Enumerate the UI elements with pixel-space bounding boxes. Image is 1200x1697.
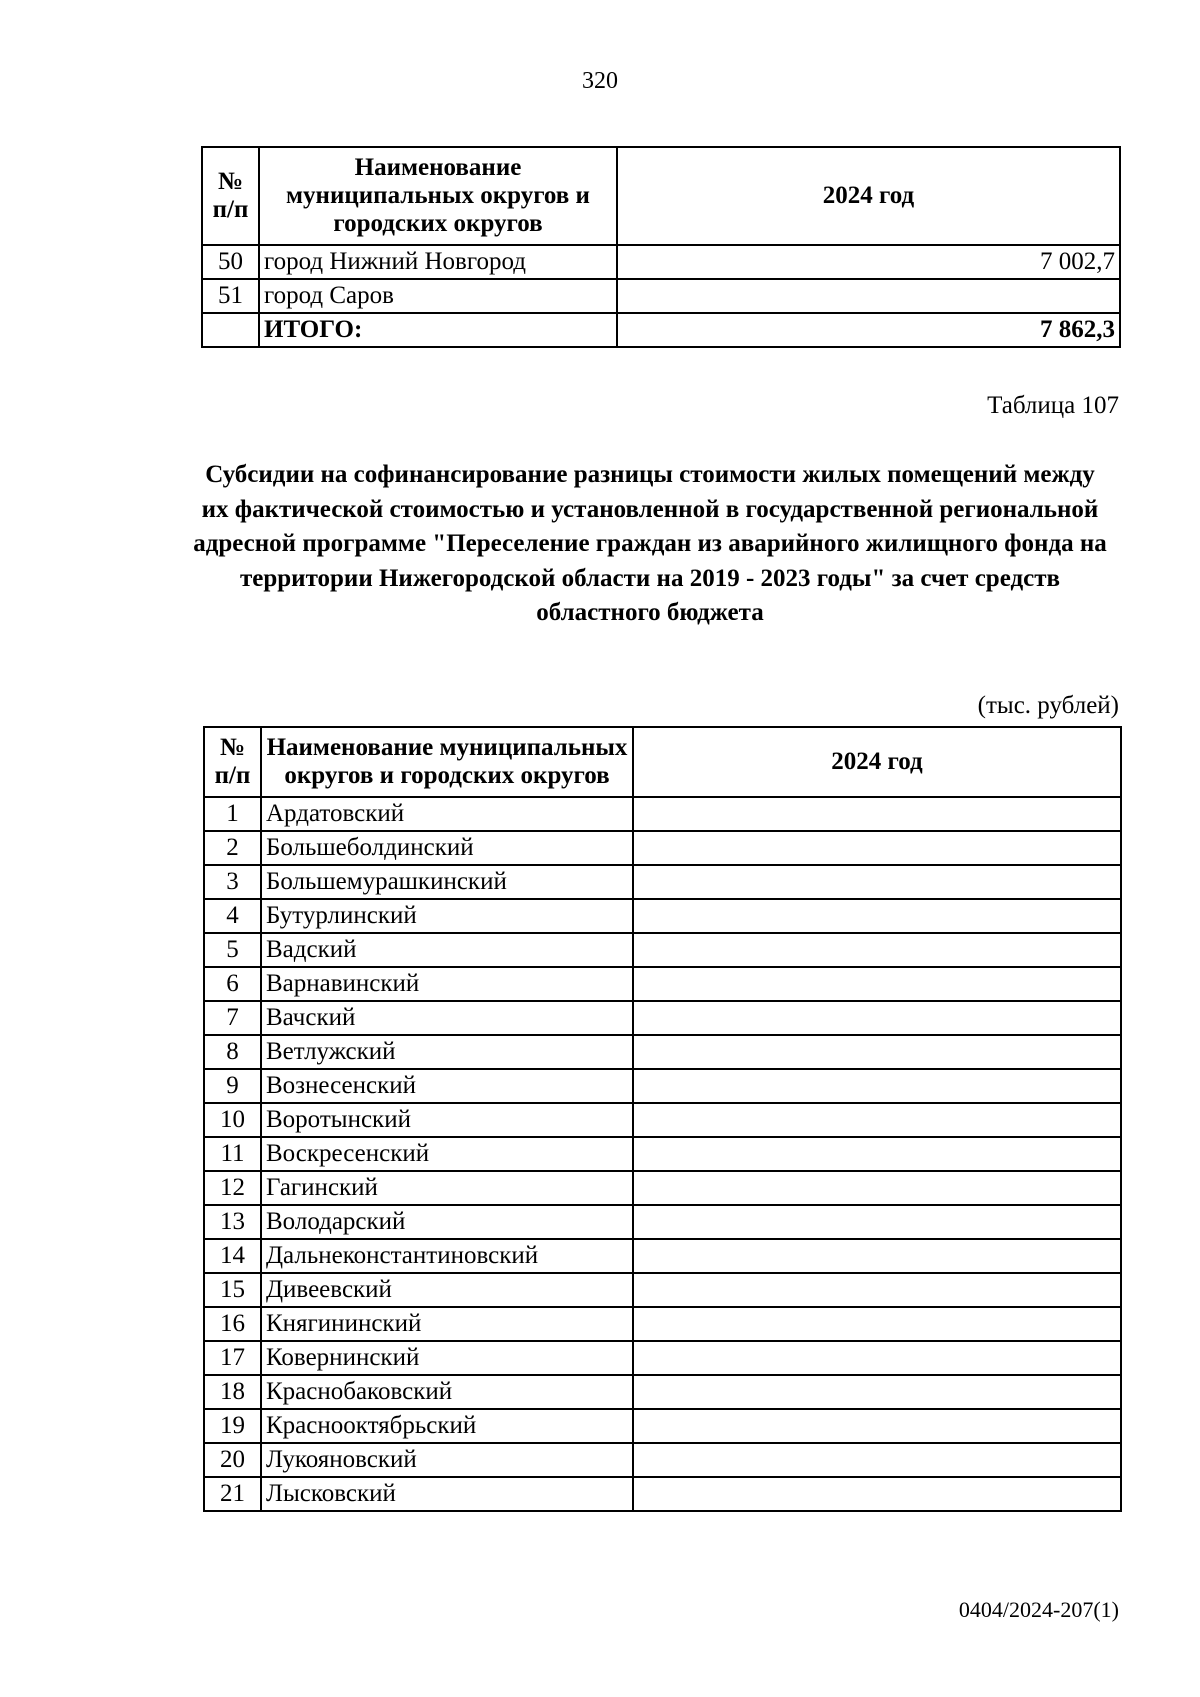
table-row [204,1205,1121,1239]
row-value [633,967,1121,1001]
row-name: Вачский [261,1001,633,1035]
table-row [204,1341,1121,1375]
row-name: Ковернинский [261,1341,633,1375]
row-name: Вадский [261,933,633,967]
row-num: 2 [204,831,261,865]
table-row [204,1409,1121,1443]
row-value [633,1375,1121,1409]
row-value [633,1205,1121,1239]
row-name: Ветлужский [261,1035,633,1069]
header-num: № п/п [202,147,259,245]
table-row [204,899,1121,933]
row-num: 4 [204,899,261,933]
row-num: 14 [204,1239,261,1273]
row-value [633,1137,1121,1171]
header-num: № п/п [204,727,261,797]
header-name: Наименование муниципальных округов и городских округов [261,727,633,797]
row-name: Варнавинский [261,967,633,1001]
row-name: Гагинский [261,1171,633,1205]
row-name: Бутурлинский [261,899,633,933]
table-row [204,1035,1121,1069]
row-name: Княгининский [261,1307,633,1341]
row-num: 9 [204,1069,261,1103]
row-value [633,797,1121,831]
row-value [633,1443,1121,1477]
row-name: Воротынский [261,1103,633,1137]
table-row [204,1137,1121,1171]
header-year: 2024 год [617,147,1120,245]
table-row [204,1307,1121,1341]
table-label: Таблица 107 [987,392,1119,419]
table-row [204,1273,1121,1307]
row-name: Краснооктябрьский [261,1409,633,1443]
row-num: 10 [204,1103,261,1137]
row-value [617,279,1120,313]
row-num: 18 [204,1375,261,1409]
row-value [633,831,1121,865]
table-row [204,1239,1121,1273]
total-row [202,313,1120,347]
table-row [204,831,1121,865]
row-num: 7 [204,1001,261,1035]
row-name: Володарский [261,1205,633,1239]
table-header-row [204,727,1121,797]
row-num: 1 [204,797,261,831]
table-row [204,865,1121,899]
row-value [633,1409,1121,1443]
table-title: Субсидии на софинансирование разницы стоимости жилых помещений между их фактической стоимостью и установленной в государственной региональной адресной программе "Переселение граждан из аварийного жилищного фонда на территории Нижегородской области на 2019 - 2023 годы" за счет средств областного бюджета [193,461,1107,626]
row-num: 11 [204,1137,261,1171]
total-value: 7 862,3 [617,313,1120,347]
row-value [633,1307,1121,1341]
row-value [633,1001,1121,1035]
total-label: ИТОГО: [259,313,617,347]
row-value [633,899,1121,933]
table-row [204,1103,1121,1137]
row-num: 51 [202,279,259,313]
table-row [204,967,1121,1001]
row-value [633,1035,1121,1069]
row-num: 19 [204,1409,261,1443]
header-name: Наименование муниципальных округов и городских округов [259,147,617,245]
row-value [633,1103,1121,1137]
row-value [633,1341,1121,1375]
table-row [202,245,1120,279]
row-value [633,933,1121,967]
table-row [204,1171,1121,1205]
row-value [633,865,1121,899]
row-name: Большеболдинский [261,831,633,865]
row-name: Воскресенский [261,1137,633,1171]
row-name: Краснобаковский [261,1375,633,1409]
table-row [204,1069,1121,1103]
table-row [204,797,1121,831]
row-num: 5 [204,933,261,967]
row-num: 12 [204,1171,261,1205]
row-value [633,1273,1121,1307]
row-value [633,1477,1121,1511]
row-num: 6 [204,967,261,1001]
row-name: город Саров [259,279,617,313]
row-num: 50 [202,245,259,279]
row-name: Дивеевский [261,1273,633,1307]
row-name: город Нижний Новгород [259,245,617,279]
document-code: 0404/2024-207(1) [958,1597,1119,1622]
row-num: 21 [204,1477,261,1511]
row-value [633,1069,1121,1103]
continued-table [201,146,1121,348]
row-name: Лукояновский [261,1443,633,1477]
table-row [204,1001,1121,1035]
row-value [633,1171,1121,1205]
row-num: 15 [204,1273,261,1307]
row-value: 7 002,7 [617,245,1120,279]
row-num: 16 [204,1307,261,1341]
table-row [204,1443,1121,1477]
subsidy-table [203,726,1122,1512]
table-header-row [202,147,1120,245]
row-name: Вознесенский [261,1069,633,1103]
row-num: 13 [204,1205,261,1239]
row-num: 8 [204,1035,261,1069]
total-num [202,313,259,347]
table-row [202,279,1120,313]
table-row [204,933,1121,967]
row-num: 3 [204,865,261,899]
row-name: Большемурашкинский [261,865,633,899]
row-value [633,1239,1121,1273]
row-num: 17 [204,1341,261,1375]
row-name: Лысковский [261,1477,633,1511]
units-label: (тыс. рублей) [977,692,1119,719]
row-num: 20 [204,1443,261,1477]
table-row [204,1375,1121,1409]
row-name: Ардатовский [261,797,633,831]
table-row [204,1477,1121,1511]
row-name: Дальнеконстантиновский [261,1239,633,1273]
page-number: 320 [582,68,618,94]
header-year: 2024 год [633,727,1121,797]
